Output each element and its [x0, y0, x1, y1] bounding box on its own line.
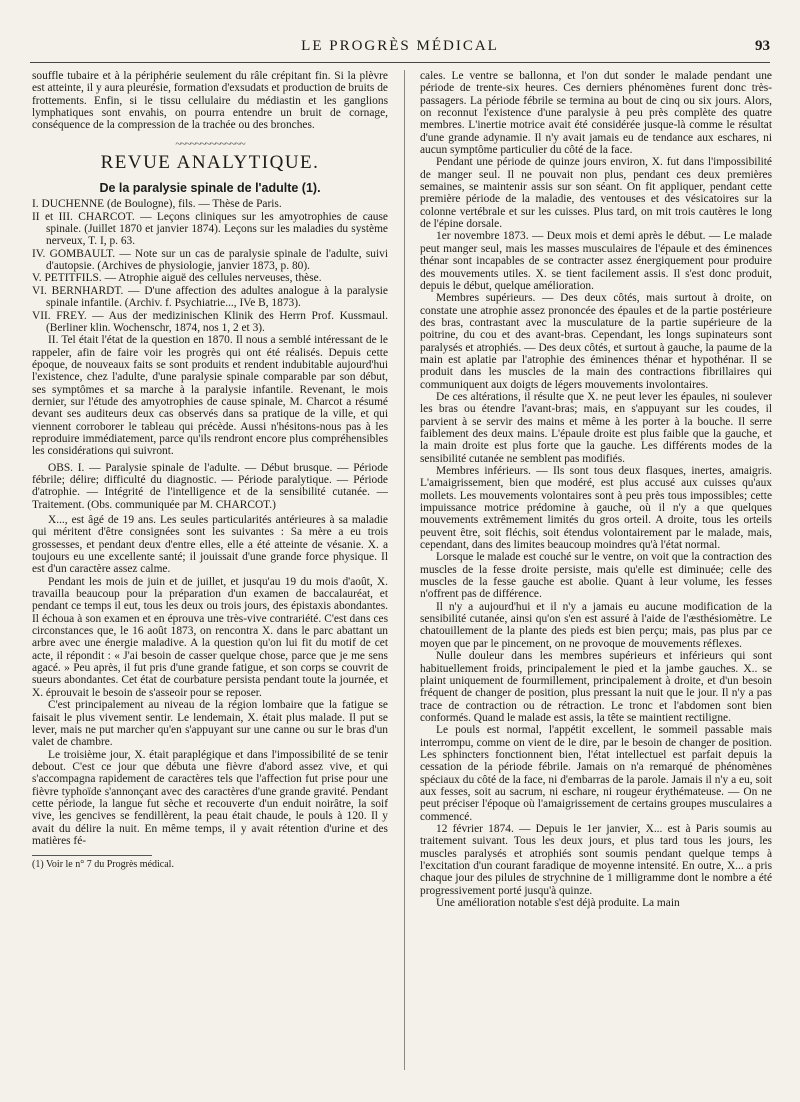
paragraph: Membres inférieurs. — Ils sont tous deux flasques, inertes, amaigris. L'amaigrissement, bien que modéré, est plus accusé aux cuisses qu'aux mollets. Les mouvements volontaires sont à peu près tous impossibles; cette impuissance motrice prédomine à gauche, où il n'y a que quelques mouvements extrêmement limités du gros orteil. A droite, tous les orteils peuvent être, soit fléchis, soit étendus volontairement par le malade, mais, cependant, dans des limites beaucoup moindres qu'à l'état normal.: [420, 465, 772, 552]
column-rule: [404, 70, 405, 1070]
paragraph: X..., est âgé de 19 ans. Les seules particularités antérieures à sa maladie qui méritent d'être consignées sont les suivantes : Sa mère a eu trois grossesses, et pendant deux d'entre elles, elle a été atteinte de vésanie. X. a toujours eu une excellente santé; il jouissait d'une grande force physique. Il est d'un caractère assez calme.: [32, 514, 388, 576]
article-title: De la paralysie spinale de l'adulte (1).: [99, 181, 321, 196]
section-ornament: ~~~~~~~~~~~~~~: [175, 137, 245, 150]
paragraph: Nulle douleur dans les membres supérieurs et inférieurs qui sont habituellement froids, principalement le pied et la jambe gauches. X.. se plaint uniquement de fourmillement, principalement à droite, et d'un besoin fréquent de changer de position, plus pressant la nuit que le jour. Il n'y a pas trace de contraction ou de rétraction. Le tronc et l'abdomen sont bien conformés. Quand le malade est assis, la tête se maintient rectiligne.: [420, 650, 772, 724]
paragraph: Lorsque le malade est couché sur le ventre, on voit que la contraction des muscles de la fesse droite persiste, mais qu'elle est diminuée; celle des muscles de la fesse gauche est abolie. Quant à leur volume, les fesses n'offrent pas de différence.: [420, 551, 772, 601]
reference-item: I. DUCHENNE (de Boulogne), fils. — Thèse de Paris.: [32, 198, 282, 211]
running-header: [30, 38, 770, 60]
paragraph: 12 février 1874. — Depuis le 1er janvier, X... est à Paris soumis au traitement suivant. Tous les deux jours, et plus tard tous les jours, les muscles paralysés et atrophiés sont soumis pendant quelque temps à l'excitation d'un courant faradique de moyenne intensité. En outre, X... a pris chaque jour des pilules de strychnine de 1 milligramme dont le nombre a été progressivement porté jusqu'à quinze.: [420, 822, 772, 897]
left-column: [32, 70, 388, 1080]
header-rule: [30, 62, 770, 63]
reference-item: IV. GOMBAULT. — Note sur un cas de paralysie spinale de l'adulte, suivi d'autopsie. (Archives de physiologie, janvier 1873, p. 80).: [32, 247, 388, 273]
reference-item: VI. BERNHARDT. — D'une affection des adultes analogue à la paralysie spinale infantile. (Archiv. f. Psychiatrie..., IVe B, 1873).: [32, 284, 388, 310]
paragraph: C'est principalement au niveau de la région lombaire que la fatigue se faisait le plus vivement sentir. Le lendemain, X. était plus malade. Il put se lever, mais ne put marcher qu'en s'appuyant sur une canne ou sur le bras d'un valet de chambre.: [32, 699, 388, 749]
reference-item: II et III. CHARCOT. — Leçons cliniques sur les amyotrophies de cause spinale. (Juillet 1870 et janvier 1874). Leçons sur les maladies du système nerveux, T. I, p. 63.: [32, 210, 388, 248]
paragraph: Le pouls est normal, l'appétit excellent, le sommeil passable mais interrompu, comme on vient de le dire, par le besoin de changer de position. Les sphincters fonctionnent bien, l'état intellectuel est parfait depuis la cessation de la période fébrile. Jamais on n'a remarqué de phénomènes spéciaux du côté de la face, ni d'embarras de la parole. Jamais il n'y a eu, soit aux fesses, soit au sacrum, ni eschare, ni rougeur érythémateuse. — On ne peut préciser l'époque où l'amaigrissement de certains groupes musculaires a commencé.: [420, 724, 772, 823]
page-number: 93: [755, 38, 770, 54]
paragraph: De ces altérations, il résulte que X. ne peut lever les épaules, ni soulever les bras ou étendre l'avant-bras; mais, en s'appuyant sur les coudes, il parvient à se servir des mains et même à les porter à la bouche. Il serre faiblement des deux mains. L'épaule droite est plus faible que la gauche, et la main droite est plus forte que la gauche. Les différents modes de la sensibilité cutanée ne semblent pas modifiés.: [420, 390, 772, 465]
paragraph: 1er novembre 1873. — Deux mois et demi après le début. — Le malade peut manger seul, mais les masses musculaires de l'épaule et des éminences thénar sont incapables de se contracter assez énergiquement pour produire des mouvements utiles. X. se tient facilement assis. Il s'est donc produit, depuis le début, quelque amélioration.: [420, 230, 772, 292]
paragraph: Membres supérieurs. — Des deux côtés, mais surtout à droite, on constate une atrophie assez prononcée des épaules et de la partie postérieure des bras, contrastant avec la musculature de la partie supérieure de la poitrine, du cou et des avant-bras. Cependant, les longs supinateurs sont paralysés et atrophiés. — Des deux côtés, et surtout à gauche, la paume de la main est aplatie par l'atrophie des éminences thénar et hypothénar. Il se produit dans les muscles de la main des contractions fibrillaires qui communiquent aux doigts de légers mouvements involontaires.: [420, 292, 772, 391]
section-title: REVUE ANALYTIQUE.: [100, 152, 320, 174]
paragraph: Une amélioration notable s'est déjà produite. La main: [436, 897, 680, 910]
journal-title: LE PROGRÈS MÉDICAL: [301, 38, 499, 54]
footnote: (1) Voir le n° 7 du Progrès médical.: [32, 859, 174, 871]
paragraph: Il n'y a aujourd'hui et il n'y a jamais eu aucune modification de la sensibilité cutanée, ainsi qu'on s'en est assuré à l'aide de l'æsthésiomètre. Le chatouillement de la plante des pieds est bien perçu; mais, pas plus par ce moyen que par le pincement, on ne provoque de mouvements réflexes.: [420, 600, 772, 650]
paragraph: Pendant une période de quinze jours environ, X. fut dans l'impossibilité de manger seul. Il ne pouvait non plus, pendant ces deux premières semaines, se maintenir assis sur son séant. On fit appliquer, pendant cette première période de la maladie, des ventouses et des vésicatoires sur la colonne vertébrale et sur les cuisses. Plus tard, on mit trois cautères le long de l'épine dorsale.: [420, 156, 772, 231]
footnote-rule: [32, 855, 152, 856]
reference-item: VII. FREY. — Aus der medizinischen Klinik des Herrn Prof. Kussmaul. (Berliner klin. Wochenschr, 1874, nos 1, 2 et 3).: [32, 309, 388, 334]
paragraph: souffle tubaire et à la périphérie seulement du râle crépitant fin. Si la plèvre est atteinte, il y aura pleurésie, formation d'exsudats et production de bruits de frottements. Enfin, si le tissu cellulaire du médiastin et les ganglions lymphatiques sont envahis, on pourra entendre un bruit de cornage, conséquence de la compression de la trachée ou des bronches.: [32, 70, 388, 132]
right-column: [420, 70, 772, 1080]
paragraph: II. Tel était l'état de la question en 1870. Il nous a semblé intéressant de le rappeler, afin de faire voir les progrès qui ont été réalisés. Depuis cette époque, de nouveaux faits se sont produits et rendent indubitable aujourd'hui l'existence, chez l'adulte, d'une paralysie spinale comparable par son début, ses symptômes et sa marche à la paralysie infantile. Revenant, le mois dernier, sur l'étude des amyotrophies de cause spinale, M. Charcot a résumé devant ses auditeurs deux cas observés dans sa pratique de la ville, et qui viennent corroborer le tableau qui précède. Aussi n'hésitons-nous pas à les reproduire immédiatement, parce qu'ils rendront encore plus compréhensibles les considérations qui suivront.: [32, 334, 388, 458]
reference-item: V. PETITFILS. — Atrophie aiguë des cellules nerveuses, thèse.: [32, 272, 322, 285]
paragraph: Le troisième jour, X. était paraplégique et dans l'impossibilité de se tenir debout. C'est ce jour que débuta une fièvre d'abord assez vive, et qui s'accompagna rapidement de caractères tels que l'affection fut prise pour une fièvre typhoïde s'annonçant avec des caractères d'une grande gravité. Pendant cette période, la langue fut sèche et recouverte d'un enduit noirâtre, la soif vive, les gencives se fendillèrent, la peau était chaude, le pouls à 120. Il y avait du délire la nuit. En même temps, il y avait rétention d'urine et des matières fé-: [32, 748, 388, 847]
paragraph: Pendant les mois de juin et de juillet, et jusqu'au 19 du mois d'août, X. travailla beaucoup pour la préparation d'un examen de baccalauréat, et pendant ce temps il eut, tous les deux ou trois jours, des épistaxis abondantes. Il échoua à son examen et en éprouva une très-vive contrariété. C'est dans ces circonstances que, le 16 août 1873, on rencontra X. dans le parc abattant un arbre avec une énergie maladive. A la question qu'on lui fit du motif de cet acte, il répondit : « J'ai besoin de casser quelque chose, parce que je me sens agacé. » Peu après, il fut pris d'une grande fatigue, et son corps se couvrit de sueurs abondantes. Cet état de courbature persista pendant toute la journée, et X. éprouvait le besoin de s'asseoir pour se reposer.: [32, 575, 388, 699]
observation-heading: OBS. I. — Paralysie spinale de l'adulte. — Début brusque. — Période fébrile; délire; difficulté du diagnostic. — Période paralytique. — Période d'atrophie. — Intégrité de l'intelligence et de la sensibilité cutanée. — Traitement. (Obs. communiquée par M. CHARCOT.): [32, 461, 388, 511]
paragraph: cales. Le ventre se ballonna, et l'on dut sonder le malade pendant une période de trente-six heures. Ces derniers phénomènes furent donc très-passagers. La période fébrile se termina au bout de cinq ou six jours. Alors, on reconnut l'existence d'une paralysie à peu près complète des quatre membres. L'inertie motrice avait été considérée jusque-là comme le résultat d'une grande adynamie. Il n'y avait jamais eu de tendance aux eschares, ni aucun symptôme particulier du côté de la face.: [420, 70, 772, 157]
